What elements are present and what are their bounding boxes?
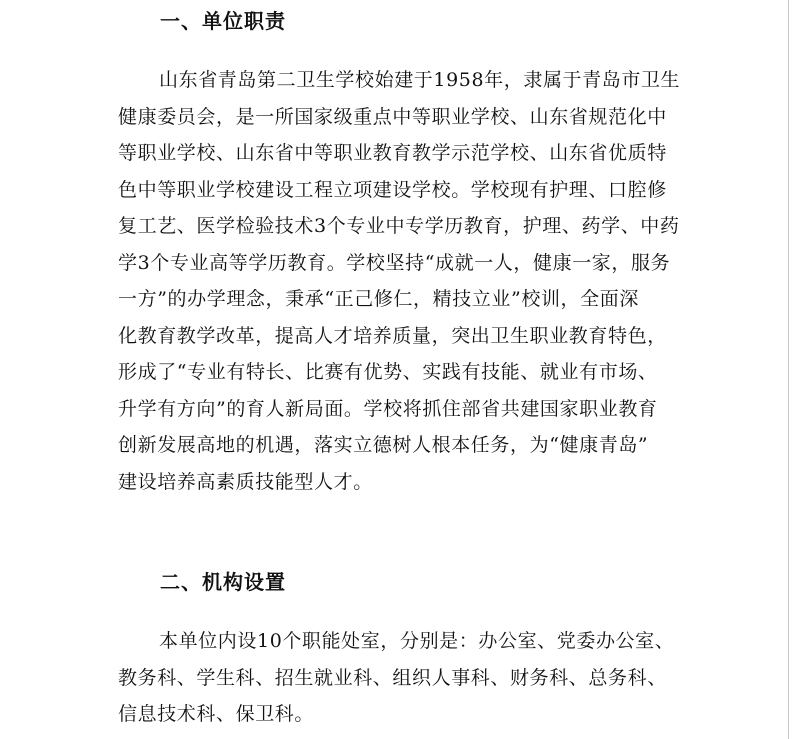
- section-heading-responsibilities: 一、单位职责: [160, 9, 286, 33]
- text-line: 升学有方向”的育人新局面。学校将抓住部省共建国家职业教育: [118, 397, 658, 420]
- text-line: 本单位内设10个职能处室，分别是：办公室、党委办公室、: [159, 630, 675, 652]
- text-line: 学3个专业高等学历教育。学校坚持“成就一人，健康一家，服务: [118, 251, 671, 274]
- paragraph-organization: [118, 623, 690, 733]
- text-line: 复工艺、医学检验技术3个专业中专学历教育，护理、药学、中药: [118, 215, 680, 237]
- text-line: 创新发展高地的机遇，落实立德树人根本任务，为“健康青岛”: [118, 434, 649, 456]
- text-line: 等职业学校、山东省中等职业教育教学示范学校、山东省优质特: [118, 142, 667, 164]
- text-line: 形成了“专业有特长、比赛有优势、实践有技能、就业有市场、: [118, 361, 658, 383]
- text-line: 化教育教学改革，提高人才培养质量，突出卫生职业教育特色，: [118, 324, 667, 347]
- text-line: 信息技术科、保卫科。: [118, 703, 315, 725]
- text-line: 建设培养高素质技能型人才。: [118, 470, 373, 493]
- text-line: 山东省青岛第二卫生学校始建于1958年，隶属于青岛市卫生: [159, 69, 681, 91]
- paragraph-responsibilities: [118, 62, 690, 500]
- text-line: 教务科、学生科、招生就业科、组织人事科、财务科、总务科、: [118, 666, 667, 689]
- page-edge-line: [788, 0, 789, 739]
- text-line: 一方”的办学理念，秉承“正己修仁，精技立业”校训，全面深: [118, 288, 639, 310]
- section-heading-organization: 二、机构设置: [160, 570, 286, 594]
- text-line: 健康委员会，是一所国家级重点中等职业学校、山东省规范化中: [118, 105, 667, 128]
- text-line: 色中等职业学校建设工程立项建设学校。学校现有护理、口腔修: [118, 178, 667, 201]
